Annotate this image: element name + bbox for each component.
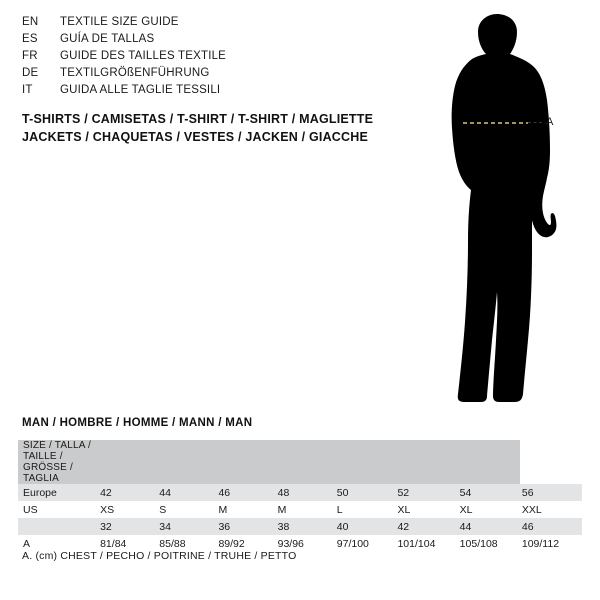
legend-row [22,16,362,33]
table-cell: 38 [276,518,335,535]
footnote-chest: A. (cm) CHEST / PECHO / POITRINE / TRUHE / PETTO [22,550,297,562]
table-cell: 42 [98,484,157,501]
measure-leader-line [528,122,542,123]
header-cell [395,440,457,484]
table-cell: 46 [520,518,582,535]
legend-row [22,33,362,50]
garment-categories [22,110,402,146]
legend-text: TEXTILGRÖßENFÜHRUNG [60,67,210,79]
table-cell: M [276,501,335,518]
header-cell [335,440,396,484]
header-cell [98,440,157,484]
table-cell: 48 [276,484,335,501]
table-cell: 32 [98,518,157,535]
legend-code: FR [22,50,38,62]
header-cell [276,440,335,484]
row-label: A [18,535,98,552]
legend-text: GUIDA ALLE TAGLIE TESSILI [60,84,221,96]
table-cell: 46 [216,484,275,501]
body-figure [400,10,590,410]
legend-code: EN [22,16,39,28]
legend-code: DE [22,67,39,79]
table-cell: 34 [157,518,216,535]
table-cell: XXL [520,501,582,518]
table-cell: 52 [395,484,457,501]
language-legend [22,16,362,101]
table-cell: L [335,501,396,518]
table-cell: 42 [395,518,457,535]
table-cell: 56 [520,484,582,501]
table-cell: 36 [216,518,275,535]
table-cell: 54 [458,484,520,501]
measure-label-a: A [546,116,554,128]
legend-text: GUÍA DE TALLAS [60,33,155,45]
male-silhouette-icon [400,10,590,410]
table-row-numeric [18,518,582,535]
legend-row [22,50,362,67]
legend-text: GUIDE DES TAILLES TEXTILE [60,50,227,62]
category-jackets: JACKETS / CHAQUETAS / VESTES / JACKEN / GIACCHE [22,130,369,144]
legend-text: TEXTILE SIZE GUIDE [60,16,179,28]
table-cell: 93/96 [276,535,335,552]
table-cell: 44 [157,484,216,501]
table-title: MAN / HOMBRE / HOMME / MANN / MAN [22,417,253,429]
table-cell: 40 [335,518,396,535]
table-cell: 50 [335,484,396,501]
legend-row [22,84,362,101]
table-cell: 89/92 [216,535,275,552]
table-cell: XL [395,501,457,518]
table-cell: M [216,501,275,518]
legend-code: IT [22,84,33,96]
table-cell: 101/104 [395,535,457,552]
legend-code: ES [22,33,38,45]
header-cell [458,440,520,484]
table-cell: XS [98,501,157,518]
table-cell: 81/84 [98,535,157,552]
table-cell: XL [458,501,520,518]
row-label [18,518,98,535]
table-cell: 97/100 [335,535,396,552]
header-size-label: SIZE / TALLA / TAILLE / GRÖSSE / TAGLIA [18,440,98,484]
header-cell [216,440,275,484]
table-row-europe [18,484,582,501]
table-cell: 109/112 [520,535,582,552]
table-header-row [18,440,582,484]
category-tshirts: T-SHIRTS / CAMISETAS / T-SHIRT / T-SHIRT / MAGLIETTE [22,112,374,126]
table-row-us [18,501,582,518]
table-cell: 105/108 [458,535,520,552]
row-label: Europe [18,484,98,501]
row-label: US [18,501,98,518]
header-cell [157,440,216,484]
legend-row [22,67,362,84]
table-cell: S [157,501,216,518]
size-table [18,440,582,552]
table-cell: 44 [458,518,520,535]
table-cell: 85/88 [157,535,216,552]
